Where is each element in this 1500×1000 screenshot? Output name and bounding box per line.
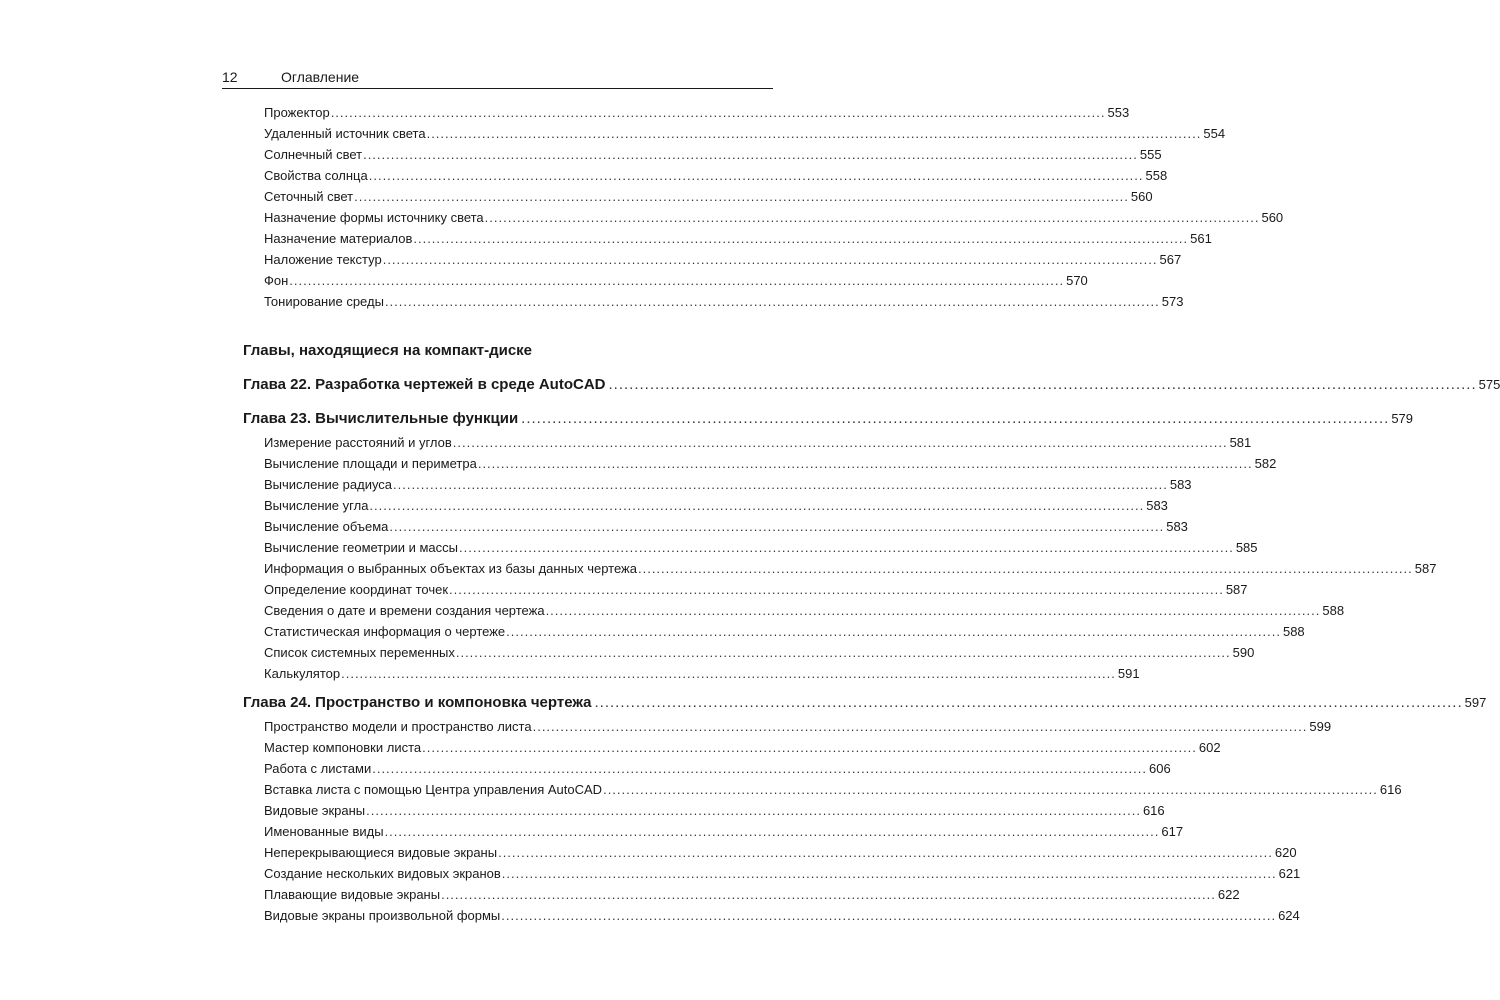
leader-dots: ........................................................................................................................................................................ xyxy=(521,410,1390,427)
toc-entry-title: Видовые экраны произвольной формы xyxy=(264,908,501,923)
toc-continued-entries xyxy=(243,104,1284,314)
toc-entry[interactable] xyxy=(243,146,1162,167)
leader-dots: ........................................................................................................................................................................ xyxy=(532,719,1308,734)
toc-entry-title: Пространство модели и пространство листа xyxy=(264,719,532,734)
toc-entry-title: Калькулятор xyxy=(264,666,341,681)
leader-dots: ........................................................................................................................................................................ xyxy=(393,477,1168,492)
toc-entry[interactable] xyxy=(243,518,1188,539)
toc-entry[interactable] xyxy=(243,251,1182,272)
toc-entry[interactable] xyxy=(243,739,1221,760)
toc-entry-title: Наложение текстур xyxy=(264,252,382,267)
toc-entry[interactable] xyxy=(243,865,1301,886)
toc-entry[interactable] xyxy=(243,581,1248,602)
toc-entry-page: 554 xyxy=(1203,126,1226,141)
toc-entry-title: Список системных переменных xyxy=(264,645,455,660)
chapter-entry[interactable] xyxy=(243,694,1487,718)
chapter-22-block xyxy=(243,376,1500,400)
toc-entry[interactable] xyxy=(243,209,1284,230)
toc-entry-page: 581 xyxy=(1229,435,1252,450)
toc-entry[interactable] xyxy=(243,293,1184,314)
toc-entry-title: Вставка листа с помощью Центра управления AutoCAD xyxy=(264,782,603,797)
toc-entry-page: 590 xyxy=(1232,645,1255,660)
leader-dots: ........................................................................................................................................................................ xyxy=(506,624,1281,639)
toc-entry[interactable] xyxy=(243,188,1153,209)
toc-entry-page: 555 xyxy=(1139,147,1162,162)
leader-dots: ........................................................................................................................................................................ xyxy=(594,694,1463,711)
leader-dots: ........................................................................................................................................................................ xyxy=(637,561,1413,576)
toc-entry-title: Измерение расстояний и углов xyxy=(264,435,452,450)
leader-dots: ........................................................................................................................................................................ xyxy=(341,666,1116,681)
toc-entry-page: 616 xyxy=(1379,782,1402,797)
leader-dots: ........................................................................................................................................................................ xyxy=(289,273,1065,288)
toc-entry-page: 560 xyxy=(1130,189,1153,204)
toc-entry-page: 624 xyxy=(1278,908,1300,923)
toc-entry-title: Вычисление геометрии и массы xyxy=(264,540,459,555)
toc-entry-page: 558 xyxy=(1145,168,1168,183)
toc-entry-page: 573 xyxy=(1161,294,1184,309)
toc-entry-page: 622 xyxy=(1217,887,1240,902)
toc-entry-page: 617 xyxy=(1161,824,1184,839)
leader-dots: ........................................................................................................................................................................ xyxy=(608,376,1477,393)
leader-dots: ........................................................................................................................................................................ xyxy=(382,252,1158,267)
chapter-title: Глава 22. Разработка чертежей в среде AutoCAD xyxy=(243,376,606,393)
leader-dots: ........................................................................................................................................................................ xyxy=(452,435,1228,450)
leader-dots: ........................................................................................................................................................................ xyxy=(545,603,1321,618)
leader-dots: ........................................................................................................................................................................ xyxy=(484,210,1260,225)
toc-entry[interactable] xyxy=(243,602,1345,623)
toc-entry-title: Свойства солнца xyxy=(264,168,368,183)
toc-entry-page: 553 xyxy=(1107,105,1130,120)
leader-dots: ........................................................................................................................................................................ xyxy=(441,887,1216,902)
toc-entry[interactable] xyxy=(243,781,1402,802)
toc-entry-title: Вычисление площади и периметра xyxy=(264,456,477,471)
toc-entry-title: Солнечный свет xyxy=(264,147,363,162)
leader-dots: ........................................................................................................................................................................ xyxy=(422,740,1197,755)
chapter-entry[interactable] xyxy=(243,410,1414,434)
chapter-entry[interactable] xyxy=(243,376,1500,400)
toc-entry-title: Вычисление радиуса xyxy=(264,477,393,492)
chapter-page: 575 xyxy=(1478,377,1500,392)
toc-entry[interactable] xyxy=(243,476,1192,497)
toc-entry-title: Фон xyxy=(264,273,289,288)
leader-dots: ........................................................................................................................................................................ xyxy=(384,294,1160,309)
toc-entry-page: 621 xyxy=(1278,866,1301,881)
toc-entry[interactable] xyxy=(243,455,1277,476)
toc-entry-page: 561 xyxy=(1190,231,1212,246)
part-heading: Главы, находящиеся на компакт-диске xyxy=(243,342,533,359)
toc-entry-title: Прожектор xyxy=(264,105,330,120)
toc-entry[interactable] xyxy=(243,718,1332,739)
leader-dots: ........................................................................................................................................................................ xyxy=(389,519,1165,534)
toc-entry[interactable] xyxy=(243,272,1088,293)
toc-entry-title: Вычисление объема xyxy=(264,519,389,534)
leader-dots: ........................................................................................................................................................................ xyxy=(459,540,1234,555)
toc-entry-page: 570 xyxy=(1066,273,1088,288)
toc-entry[interactable] xyxy=(243,844,1297,865)
leader-dots: ........................................................................................................................................................................ xyxy=(368,168,1144,183)
toc-entry[interactable] xyxy=(243,125,1226,146)
toc-entry-page: 583 xyxy=(1146,498,1168,513)
toc-entry-page: 567 xyxy=(1159,252,1182,267)
running-header xyxy=(222,68,773,89)
toc-entry-page: 599 xyxy=(1309,719,1332,734)
toc-entry-page: 602 xyxy=(1198,740,1221,755)
leader-dots: ........................................................................................................................................................................ xyxy=(501,908,1277,923)
toc-entry[interactable] xyxy=(243,644,1255,665)
toc-entry-page: 583 xyxy=(1169,477,1192,492)
running-title: Оглавление xyxy=(281,69,360,85)
toc-entry-title: Назначение формы источнику света xyxy=(264,210,484,225)
toc-entry-page: 582 xyxy=(1254,456,1277,471)
leader-dots: ........................................................................................................................................................................ xyxy=(372,761,1148,776)
leader-dots: ........................................................................................................................................................................ xyxy=(477,456,1253,471)
toc-entry[interactable] xyxy=(243,167,1168,188)
toc-entry-title: Статистическая информация о чертеже xyxy=(264,624,506,639)
toc-entry[interactable] xyxy=(243,539,1258,560)
toc-entry-page: 588 xyxy=(1322,603,1345,618)
toc-entry-title: Мастер компоновки листа xyxy=(264,740,422,755)
toc-entry[interactable] xyxy=(243,802,1165,823)
page-number: 12 xyxy=(222,69,238,85)
toc-entry[interactable] xyxy=(243,230,1212,251)
chapter-page: 597 xyxy=(1464,695,1487,710)
toc-entry-title: Сеточный свет xyxy=(264,189,354,204)
toc-entry-title: Определение координат точек xyxy=(264,582,449,597)
toc-entry[interactable] xyxy=(243,907,1300,928)
toc-entry[interactable] xyxy=(243,560,1437,581)
chapter-title: Глава 24. Пространство и компоновка чертежа xyxy=(243,694,592,711)
toc-entry-title: Назначение материалов xyxy=(264,231,413,246)
chapter-page: 579 xyxy=(1391,411,1414,426)
toc-entry-title: Удаленный источник света xyxy=(264,126,426,141)
toc-entry-title: Плавающие видовые экраны xyxy=(264,887,441,902)
leader-dots: ........................................................................................................................................................................ xyxy=(413,231,1189,246)
toc-entry[interactable] xyxy=(243,665,1140,686)
toc-entry-page: 591 xyxy=(1117,666,1140,681)
toc-entry-page: 587 xyxy=(1225,582,1248,597)
leader-dots: ........................................................................................................................................................................ xyxy=(603,782,1378,797)
toc-entry-title: Видовые экраны xyxy=(264,803,366,818)
toc-entry[interactable] xyxy=(243,497,1168,518)
toc-entry[interactable] xyxy=(243,434,1252,455)
toc-entry-page: 587 xyxy=(1414,561,1437,576)
toc-entry-title: Сведения о дате и времени создания чертежа xyxy=(264,603,545,618)
leader-dots: ........................................................................................................................................................................ xyxy=(449,582,1224,597)
toc-entry-page: 620 xyxy=(1274,845,1297,860)
toc-entry-page: 560 xyxy=(1261,210,1284,225)
leader-dots: ........................................................................................................................................................................ xyxy=(369,498,1145,513)
toc-entry-page: 585 xyxy=(1235,540,1258,555)
leader-dots: ........................................................................................................................................................................ xyxy=(330,105,1106,120)
toc-entry[interactable] xyxy=(243,760,1171,781)
leader-dots: ........................................................................................................................................................................ xyxy=(366,803,1141,818)
leader-dots: ........................................................................................................................................................................ xyxy=(426,126,1202,141)
toc-entry-title: Информация о выбранных объектах из базы данных чертежа xyxy=(264,561,637,576)
chapter-23-block xyxy=(243,410,1437,686)
chapter-title: Глава 23. Вычислительные функции xyxy=(243,410,519,427)
leader-dots: ........................................................................................................................................................................ xyxy=(354,189,1129,204)
toc-entry-title: Работа с листами xyxy=(264,761,372,776)
toc-entry[interactable] xyxy=(243,823,1184,844)
toc-entry-title: Вычисление угла xyxy=(264,498,369,513)
toc-entry-page: 616 xyxy=(1142,803,1165,818)
leader-dots: ........................................................................................................................................................................ xyxy=(384,824,1160,839)
toc-entry[interactable] xyxy=(243,886,1240,907)
toc-entry-title: Создание нескольких видовых экранов xyxy=(264,866,501,881)
toc-entry-page: 606 xyxy=(1149,761,1171,776)
leader-dots: ........................................................................................................................................................................ xyxy=(455,645,1231,660)
toc-entry-page: 588 xyxy=(1282,624,1305,639)
toc-entry[interactable] xyxy=(243,104,1130,125)
leader-dots: ........................................................................................................................................................................ xyxy=(498,845,1273,860)
toc-entry[interactable] xyxy=(243,623,1305,644)
toc-entry-page: 583 xyxy=(1166,519,1188,534)
toc-entry-title: Неперекрывающиеся видовые экраны xyxy=(264,845,498,860)
leader-dots: ........................................................................................................................................................................ xyxy=(363,147,1138,162)
toc-entry-title: Тонирование среды xyxy=(264,294,384,309)
leader-dots: ........................................................................................................................................................................ xyxy=(501,866,1277,881)
chapter-24-block xyxy=(243,694,1487,928)
toc-entry-title: Именованные виды xyxy=(264,824,384,839)
